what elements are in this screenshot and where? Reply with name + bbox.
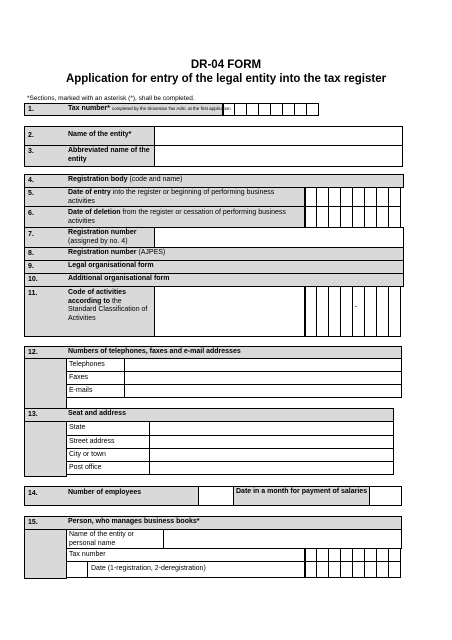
row-3-label: Abbreviated name of the entity — [68, 147, 150, 163]
registration-number-field[interactable] — [154, 227, 404, 248]
section-14-number: 14. — [28, 490, 38, 497]
row-10-number: 10. — [28, 276, 38, 283]
emails-field[interactable] — [124, 384, 402, 398]
row-7-number: 7. — [28, 231, 34, 238]
row-10-label: Additional organisational form — [68, 275, 170, 282]
salary-date-label: Date in a month for payment of salaries — [236, 488, 368, 495]
city-label: City or town — [69, 451, 106, 458]
manager-date-cells[interactable] — [305, 561, 401, 578]
post-office-label: Post office — [69, 464, 102, 471]
abbreviated-name-field[interactable] — [154, 145, 403, 167]
row-8-label: Registration number (AJPES) — [68, 249, 166, 256]
manager-date-label: Date (1-registration, 2-deregistration) — [91, 565, 206, 572]
section-15-title: Person, who manages business books* — [68, 518, 200, 525]
row-2-number: 2. — [28, 132, 34, 139]
faxes-label: Faxes — [69, 374, 89, 381]
section-13-number: 13. — [28, 411, 38, 418]
state-field[interactable] — [149, 421, 394, 436]
section-15-number: 15. — [28, 519, 38, 526]
manager-tax-cells[interactable] — [305, 548, 401, 562]
faxes-field[interactable] — [124, 371, 402, 385]
row-3-number: 3. — [28, 148, 34, 155]
street-address-field[interactable] — [149, 435, 394, 449]
telephones-label: Telephones — [69, 361, 105, 368]
row-7-label: Registration number (assigned by no. 4) — [68, 229, 137, 245]
section-12-title: Numbers of telephones, faxes and e-mail addresses — [68, 348, 241, 355]
employees-field[interactable] — [198, 486, 234, 506]
manager-name-label: Name of the entity or personal name — [69, 531, 134, 547]
row-11-label: Code of activities according to the Standard Classification of Activities — [68, 289, 148, 322]
date-of-deletion-cells[interactable] — [305, 206, 401, 228]
tax-number-cells[interactable] — [223, 103, 319, 116]
row-9-label: Legal organisational form — [68, 262, 154, 269]
section-15-left-margin — [24, 529, 67, 579]
section-12-number: 12. — [28, 349, 38, 356]
registration-type-field[interactable] — [66, 561, 88, 578]
row-4-number: 4. — [28, 177, 34, 184]
section-14-title: Number of employees — [68, 489, 142, 496]
telephones-field[interactable] — [124, 358, 402, 372]
form-code: DR-04 FORM — [190, 59, 262, 71]
row-1-label: Tax number* completed by the Slovenian Tax Adm. at the first application — [68, 105, 231, 112]
row-11-number: 11. — [28, 290, 38, 297]
activity-code-field[interactable] — [154, 286, 306, 337]
street-address-label: Street address — [69, 438, 115, 445]
date-of-entry-cells[interactable] — [305, 187, 401, 207]
entity-name-field[interactable] — [154, 126, 403, 146]
emails-label: E-mails — [69, 387, 93, 394]
manager-tax-label: Tax number — [69, 551, 106, 558]
section-13-left-margin — [24, 421, 67, 477]
manager-name-field[interactable] — [163, 529, 402, 549]
section-13-title: Seat and address — [68, 410, 126, 417]
state-label: State — [69, 424, 86, 431]
tax-number-note: completed by the Slovenian Tax Adm. at the first application — [111, 106, 231, 111]
city-field[interactable] — [149, 448, 394, 462]
row-5-label: Date of entry into the register or beginning of performing business activities — [68, 189, 275, 205]
form-title: Application for entry of the legal entity into the tax register — [65, 73, 387, 85]
activity-code-dot: . — [355, 302, 357, 309]
asterisk-note: *Sections, marked with an asterisk (*), shall be completed. — [27, 95, 195, 102]
activity-code-cells[interactable] — [305, 286, 401, 337]
row-6-number: 6. — [28, 210, 34, 217]
row-2-label: Name of the entity* — [68, 131, 132, 138]
row-9-number: 9. — [28, 263, 34, 270]
row-6-label: Date of deletion from the register or cessation of performing business activities — [68, 209, 286, 225]
section-12-left-margin — [24, 358, 67, 410]
row-5-number: 5. — [28, 190, 34, 197]
salary-date-field[interactable] — [369, 486, 402, 506]
row-8-number: 8. — [28, 250, 34, 257]
post-office-field[interactable] — [149, 461, 394, 475]
row-4-label: Registration body (code and name) — [68, 176, 183, 183]
row-1-number: 1. — [28, 106, 34, 113]
